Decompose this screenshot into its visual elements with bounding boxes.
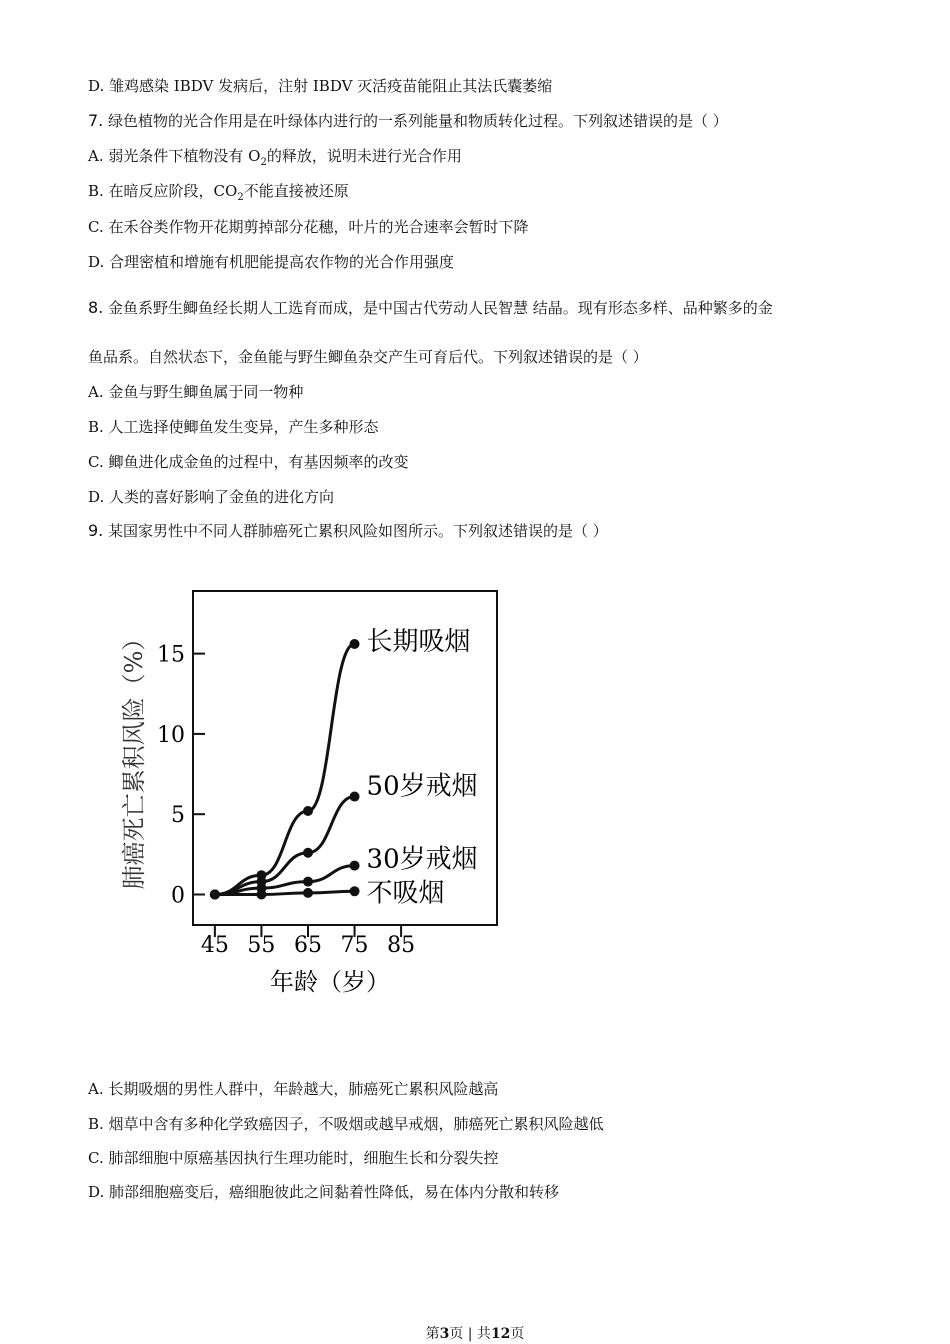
data-point: [303, 877, 313, 887]
q8-text: 金鱼系野生鲫鱼经长期人工选育而成，是中国古代劳动人民智慧 结晶。现有形态多样、品种繁多的金: [103, 299, 773, 317]
x-tick-label: 65: [293, 933, 322, 958]
data-point: [210, 889, 220, 899]
data-point: [303, 848, 313, 858]
x-tick-label: 75: [340, 933, 369, 958]
q6-option-d: D. 雏鸡感染 IBDV 发病后，注射 IBDV 灭活疫苗能阻止其法氏囊萎缩: [88, 77, 553, 95]
data-point: [256, 889, 266, 899]
data-point: [350, 861, 360, 871]
q8-option-b: B. 人工选择使鲫鱼发生变异，产生多种形态: [88, 418, 379, 436]
series-line: [215, 644, 355, 895]
data-point: [350, 886, 360, 896]
q7-option-b: [88, 181, 349, 208]
q7-number: 7.: [88, 111, 104, 130]
x-tick-label: 55: [247, 933, 276, 958]
q8-number: 8.: [88, 298, 104, 317]
series-label: 长期吸烟: [366, 626, 471, 657]
page-footer: [0, 1323, 950, 1343]
q9-option-b: B. 烟草中含有多种化学致癌因子，不吸烟或越早戒烟，肺癌死亡累积风险越低: [88, 1115, 604, 1133]
q9-option-a: A. 长期吸烟的男性人群中，年龄越大，肺癌死亡累积风险越高: [88, 1080, 499, 1098]
q9-number: 9.: [88, 521, 104, 540]
data-point: [350, 792, 360, 802]
q8-option-a: A. 金鱼与野生鲫鱼属于同一物种: [88, 383, 304, 401]
q7b-sub: 2: [237, 192, 244, 203]
data-point: [350, 639, 360, 649]
q8-stem: [88, 298, 773, 318]
q8-option-d: D. 人类的喜好影响了金鱼的进化方向: [88, 488, 335, 506]
q7a-part1: A. 弱光条件下植物没有 O: [88, 147, 261, 165]
y-tick-label: 0: [171, 883, 185, 909]
q7-text: 绿色植物的光合作用是在叶绿体内进行的一系列能量和物质转化过程。下列叙述错误的是（ ）: [103, 112, 728, 130]
q7-option-c: C. 在禾谷类作物开花期剪掉部分花穗，叶片的光合速率会暂时下降: [88, 218, 529, 236]
q9-text: 某国家男性中不同人群肺癌死亡累积风险如图所示。下列叙述错误的是（ ）: [103, 522, 608, 540]
q7-option-a: [88, 146, 462, 173]
q8-stem-cont: 鱼品系。自然状态下，金鱼能与野生鲫鱼杂交产生可育后代。下列叙述错误的是（ ）: [88, 348, 648, 366]
q9-stem: [88, 521, 608, 541]
q8-option-c: C. 鲫鱼进化成金鱼的过程中，有基因频率的改变: [88, 453, 409, 471]
footer-mid: 页 | 共: [449, 1326, 491, 1342]
q9-option-d: D. 肺部细胞癌变后，癌细胞彼此之间黏着性降低，易在体内分散和转移: [88, 1183, 560, 1201]
lung-cancer-risk-chart: [100, 580, 520, 1000]
q7a-part2: 的释放，说明未进行光合作用: [266, 147, 462, 165]
data-point: [303, 888, 313, 898]
page-number: 3: [439, 1326, 450, 1342]
series-label: 30岁戒烟: [366, 844, 478, 875]
q9-option-c: C. 肺部细胞中原癌基因执行生理功能时，细胞生长和分裂失控: [88, 1149, 499, 1167]
y-tick-label: 10: [157, 722, 185, 748]
q7-option-d: D. 合理密植和增施有机肥能提高农作物的光合作用强度: [88, 253, 455, 271]
y-tick-label: 15: [157, 642, 185, 668]
footer-prefix: 第: [425, 1326, 440, 1342]
q7b-part1: B. 在暗反应阶段，CO: [88, 182, 238, 200]
q7b-part2: 不能直接被还原: [243, 182, 349, 200]
total-pages: 12: [490, 1326, 511, 1342]
q7-stem: [88, 111, 728, 131]
q7a-sub: 2: [260, 157, 267, 168]
data-point: [303, 806, 313, 816]
x-tick-label: 85: [387, 933, 416, 958]
series-label: 50岁戒烟: [366, 771, 478, 802]
x-axis-label: 年龄（岁）: [270, 968, 390, 996]
x-tick-label: 45: [200, 933, 229, 958]
y-axis-label: 肺癌死亡累积风险（%）: [120, 626, 148, 890]
series-label: 不吸烟: [366, 878, 445, 909]
y-tick-label: 5: [171, 803, 185, 829]
footer-suffix: 页: [510, 1326, 525, 1342]
